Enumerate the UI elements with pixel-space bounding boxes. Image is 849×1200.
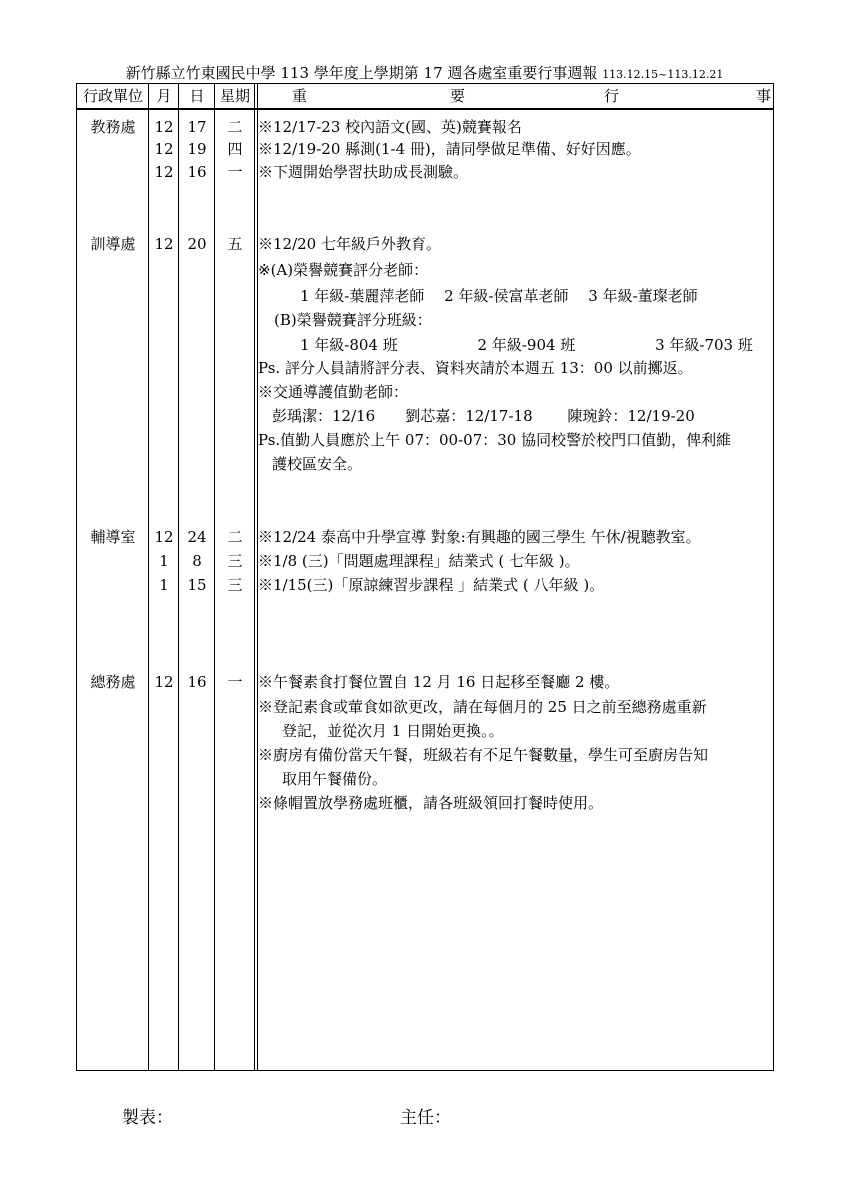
event-line: 護校區安全。 [272, 455, 363, 473]
row-day: 15 [187, 576, 207, 594]
unit-counseling: 輔導室 [90, 528, 136, 546]
event-line: ※交通導護值勤老師： [258, 383, 409, 401]
row-event: ※12/17-23 校內語文(國、英)競賽報名 [258, 118, 522, 136]
row-day: 20 [187, 235, 207, 253]
header-event-char: 重 [292, 87, 308, 105]
row-event: ※下週開始學習扶助成長測驗。 [258, 163, 469, 181]
row-day: 24 [187, 528, 207, 546]
row-weekday: 一 [227, 673, 243, 691]
row-month: 1 [159, 576, 169, 594]
director-signature-label: 主任： [400, 1108, 451, 1128]
row-month: 1 [159, 552, 169, 570]
unit-academic-affairs: 教務處 [90, 118, 136, 136]
row-event: ※12/24 泰高中升學宣導 對象:有興趣的國三學生 午休/視聽教室。 [258, 528, 701, 546]
maker-signature-label: 製表： [122, 1108, 173, 1128]
row-event: ※午餐素食打餐位置自 12 月 16 日起移至餐廳 2 樓。 [258, 673, 620, 691]
row-weekday: 二 [227, 118, 243, 136]
row-day: 17 [187, 118, 207, 136]
header-event-char: 要 [450, 87, 466, 105]
row-event: ※1/15(三)「原諒練習步課程 」結業式 ( 八年級 )。 [258, 576, 605, 594]
event-line: 1 年級-葉麗萍老師 2 年級-侯富革老師 3 年級-董璨老師 [300, 287, 698, 305]
event-line: 登記，並從次月 1 日開始更換。。 [282, 722, 504, 740]
event-line: Ps. 評分人員請將評分表、資料夾請於本週五 13：00 以前擲返。 [258, 359, 693, 377]
event-line: ※(A)榮譽競賽評分老師： [258, 261, 429, 279]
event-line: 彭瑀潔：12/16 劉芯嘉：12/17-18 陳琬鈴：12/19-20 [272, 407, 695, 425]
column-divider [148, 83, 149, 1071]
row-month: 12 [154, 673, 174, 691]
column-divider [214, 83, 215, 1071]
row-weekday: 三 [227, 576, 243, 594]
event-line: ※廚房有備份當天午餐，班級若有不足午餐數量，學生可至廚房告知 [258, 746, 709, 764]
row-month: 12 [154, 163, 174, 181]
event-line: (B)榮譽競賽評分班級： [274, 311, 432, 329]
row-month: 12 [154, 140, 174, 158]
row-day: 8 [192, 552, 202, 570]
title-date-range: 113.12.15~113.12.21 [602, 68, 724, 81]
row-weekday: 三 [227, 552, 243, 570]
event-line: ※登記素食或葷食如欲更改，請在每個月的 25 日之前至總務處重新 [258, 698, 707, 716]
unit-student-affairs: 訓導處 [90, 235, 136, 253]
row-weekday: 一 [227, 163, 243, 181]
row-month: 12 [154, 528, 174, 546]
header-divider-double [76, 108, 774, 110]
row-event: ※1/8 (三)「問題處理課程」結業式 ( 七年級 )。 [258, 552, 580, 570]
header-unit: 行政單位 [82, 87, 143, 105]
unit-general-affairs: 總務處 [90, 673, 136, 691]
row-day: 16 [187, 673, 207, 691]
row-event: ※12/20 七年級戶外教育。 [258, 235, 441, 253]
row-weekday: 五 [227, 235, 243, 253]
row-weekday: 四 [227, 140, 243, 158]
header-day: 日 [189, 87, 205, 105]
event-line: 1 年級-804 班 2 年級-904 班 3 年級-703 班 [300, 336, 753, 354]
row-day: 16 [187, 163, 207, 181]
row-weekday: 二 [227, 528, 243, 546]
event-line: 取用午餐備份。 [282, 770, 388, 788]
row-day: 19 [187, 140, 207, 158]
event-line: ※條帽置放學務處班櫃，請各班級領回打餐時使用。 [258, 794, 604, 812]
header-event-char: 行 [604, 87, 620, 105]
header-event-char: 事 [756, 87, 772, 105]
header-month: 月 [156, 87, 172, 105]
page-title [0, 62, 849, 83]
row-event: ※12/19-20 縣測(1-4 冊)，請同學做足準備、好好因應。 [258, 140, 641, 158]
header-weekday: 星期 [219, 87, 250, 105]
row-month: 12 [154, 118, 174, 136]
title-main: 新竹縣立竹東國民中學 113 學年度上學期第 17 週各處室重要行事週報 [125, 64, 598, 82]
event-line: Ps.值勤人員應於上午 07：00-07：30 協同校警於校門口值勤，俾利維 [258, 431, 732, 449]
column-divider [178, 83, 179, 1071]
row-month: 12 [154, 235, 174, 253]
